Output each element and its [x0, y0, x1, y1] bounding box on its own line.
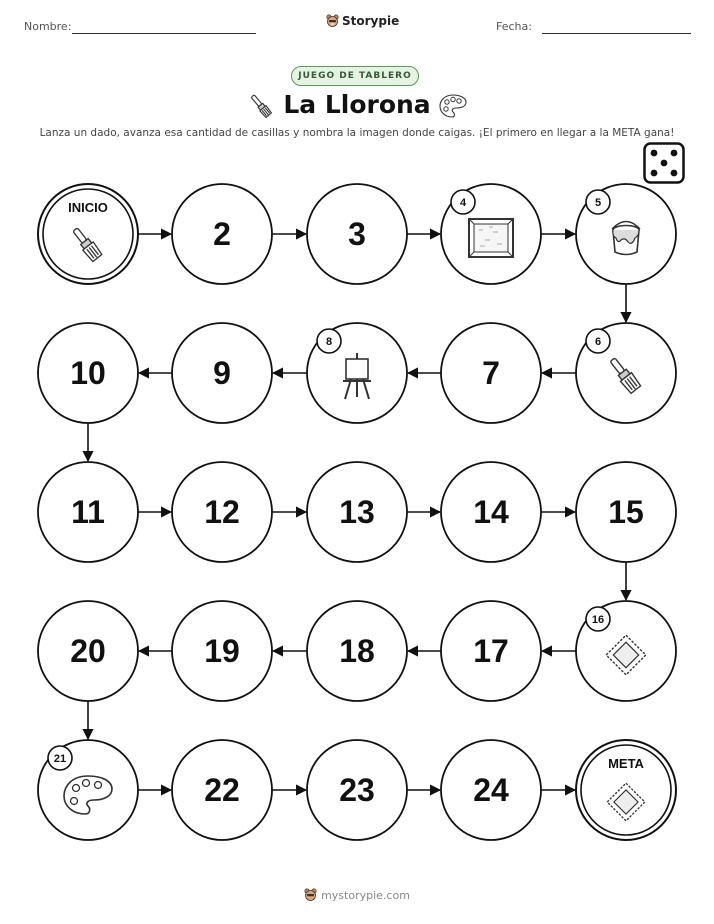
canvas-icon: [469, 219, 513, 257]
space-number: 16: [591, 614, 605, 626]
space-number: 12: [204, 494, 240, 530]
space-number: 3: [348, 216, 366, 252]
space-label: INICIO: [68, 200, 108, 215]
board-space-1: [38, 184, 138, 284]
board-space-12: [172, 462, 272, 562]
space-number: 23: [339, 772, 375, 808]
space-number: 13: [339, 494, 375, 530]
board-space-15: [576, 462, 676, 562]
board-space-11: [38, 462, 138, 562]
space-number: 6: [594, 336, 602, 348]
brand-name: Storypie: [342, 14, 400, 28]
space-number: 24: [473, 772, 509, 808]
space-number: 4: [459, 197, 467, 209]
paint-bucket-icon: [612, 222, 640, 255]
board-space-14: [441, 462, 541, 562]
board-space-8: [307, 323, 407, 423]
space-number: 20: [70, 633, 106, 669]
board-space-9: [172, 323, 272, 423]
board-space-17: [441, 601, 541, 701]
board-space-19: [172, 601, 272, 701]
board-space-13: [307, 462, 407, 562]
page-title: La Llorona: [283, 90, 431, 119]
name-label: Nombre:: [24, 20, 72, 33]
board-space-4: [441, 184, 541, 284]
space-number: 11: [71, 494, 105, 530]
footer: [0, 888, 714, 902]
space-number: 22: [204, 772, 240, 808]
board-space-25: [576, 740, 676, 840]
easel-icon: [343, 353, 371, 399]
game-type-badge: JUEGO DE TABLERO: [291, 66, 419, 86]
space-number: 10: [70, 355, 106, 391]
board-space-21: [38, 740, 138, 840]
board-space-20: [38, 601, 138, 701]
bear-icon: [304, 888, 317, 902]
space-number: 19: [204, 633, 240, 669]
board-space-3: [307, 184, 407, 284]
space-number: 18: [339, 633, 375, 669]
board-space-10: [38, 323, 138, 423]
space-number: 7: [482, 355, 500, 391]
space-number: 5: [594, 197, 602, 209]
board-space-16: [576, 601, 676, 701]
space-label: META: [608, 756, 644, 771]
board-space-24: [441, 740, 541, 840]
instructions: Lanza un dado, avanza esa cantidad de casillas y nombra la imagen donde caigas. ¡El primero en llegar a la META gana!: [39, 127, 675, 139]
footer-url[interactable]: mystorypie.com: [321, 888, 410, 902]
space-number: 15: [608, 494, 644, 530]
space-number: 9: [213, 355, 231, 391]
board-space-7: [441, 323, 541, 423]
board-space-22: [172, 740, 272, 840]
board-space-2: [172, 184, 272, 284]
space-number: 17: [473, 633, 509, 669]
space-number: 21: [53, 753, 67, 765]
space-number: 8: [325, 336, 333, 348]
date-label: Fecha:: [496, 20, 532, 33]
board-space-6: [576, 323, 676, 423]
board-space-5: [576, 184, 676, 284]
space-number: 2: [213, 216, 231, 252]
space-number: 14: [473, 494, 509, 530]
board-space-23: [307, 740, 407, 840]
board-space-18: [307, 601, 407, 701]
